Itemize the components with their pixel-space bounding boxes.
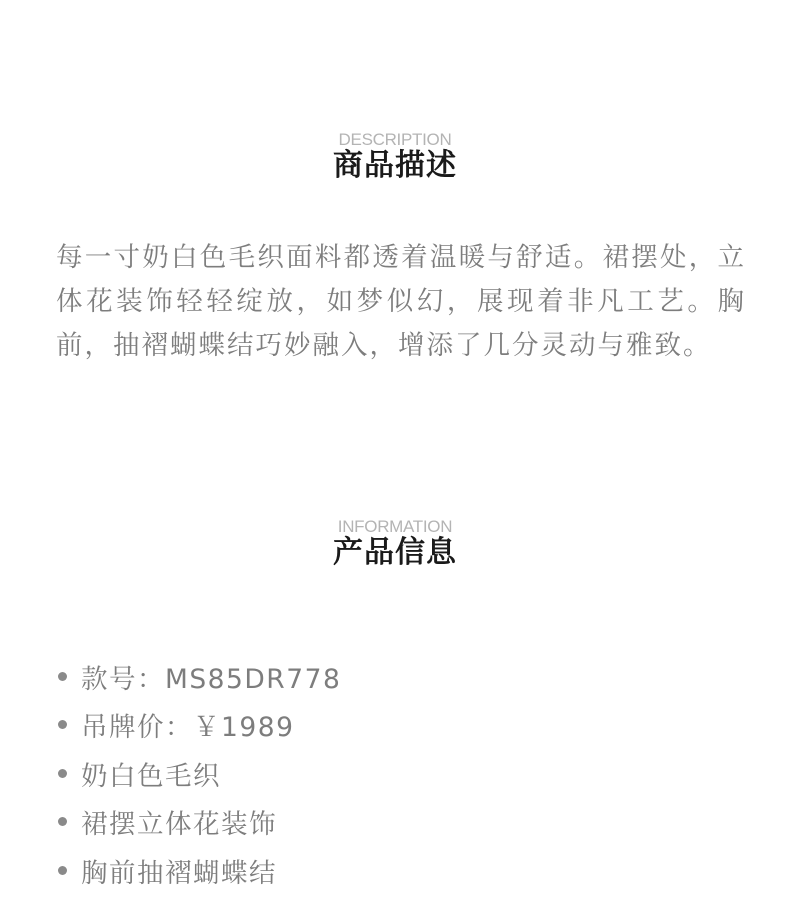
info-item-tag-price: 吊牌价：￥1989 [81, 712, 295, 744]
bullet-dot-icon [58, 769, 67, 778]
info-item-style-number: 款号：MS85DR778 [81, 663, 342, 695]
list-item [58, 652, 738, 701]
description-text: 每一寸奶白色毛织面料都透着温暖与舒适。裙摆处，立体花装饰轻轻绽放，如梦似幻，展现着非凡工艺。胸前，抽褶蝴蝶结巧妙融入，增添了几分灵动与雅致。 [56, 242, 746, 361]
description-eyebrow: DESCRIPTION [338, 130, 452, 149]
description-header [0, 131, 790, 183]
information-header [0, 518, 790, 570]
bullet-dot-icon [58, 866, 67, 875]
list-item [58, 846, 738, 895]
info-item-bow-detail: 胸前抽褶蝴蝶结 [81, 857, 277, 889]
list-item [58, 701, 738, 750]
bullet-dot-icon [58, 817, 67, 826]
information-heading: 产品信息 [333, 535, 457, 570]
description-heading: 商品描述 [333, 148, 457, 183]
info-item-hem-detail: 裙摆立体花装饰 [81, 809, 277, 841]
product-info-list [58, 652, 738, 895]
bullet-dot-icon [58, 672, 67, 681]
list-item [58, 749, 738, 798]
info-item-material: 奶白色毛织 [81, 760, 221, 792]
list-item [58, 798, 738, 847]
bullet-dot-icon [58, 720, 67, 729]
information-eyebrow: INFORMATION [337, 517, 453, 536]
